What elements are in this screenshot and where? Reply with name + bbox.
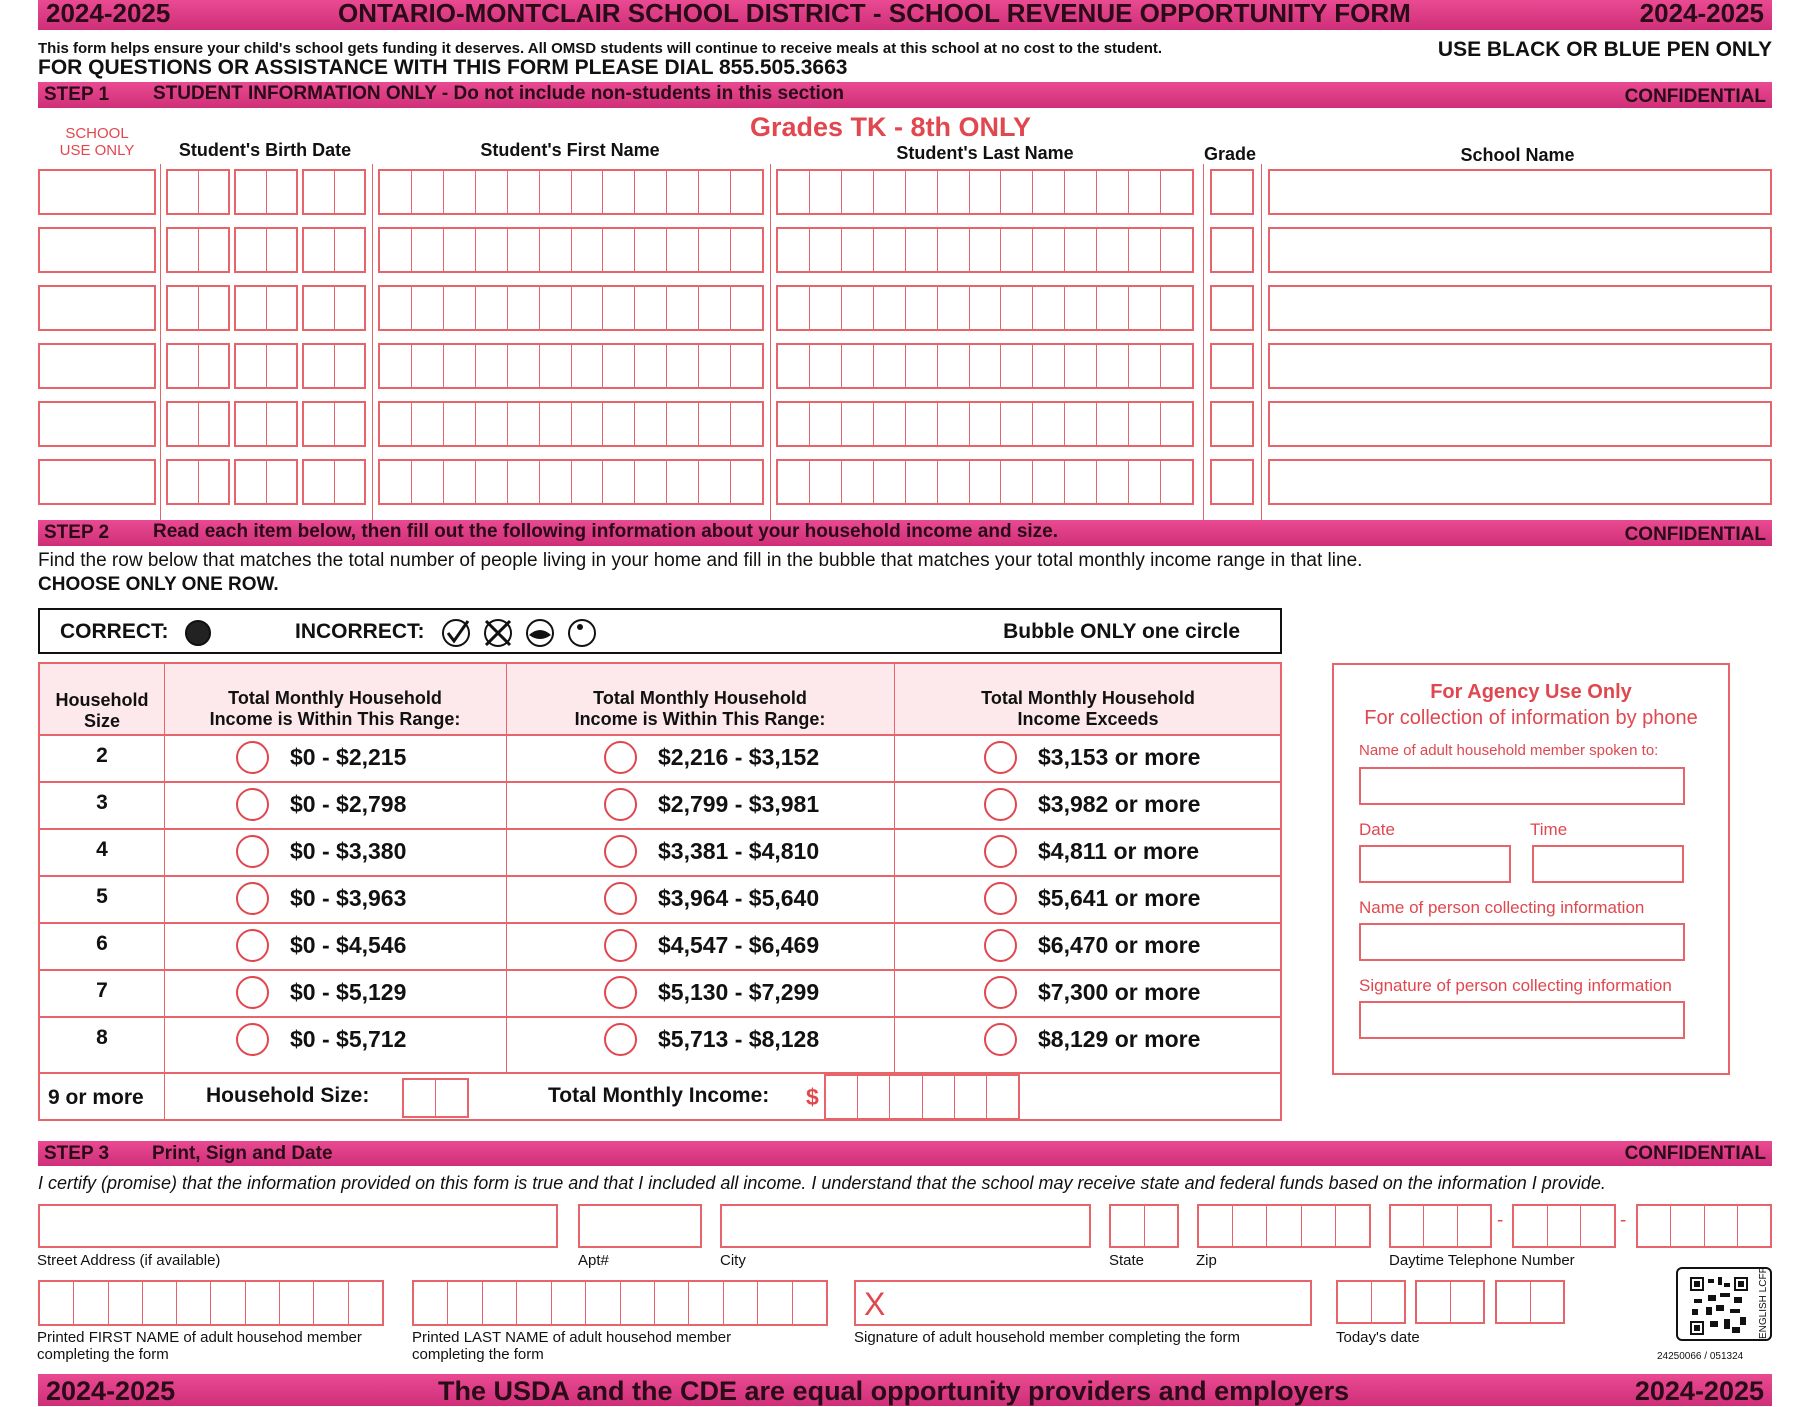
footer-year-right: 2024-2025 bbox=[1634, 1376, 1764, 1406]
grade-field[interactable] bbox=[1210, 401, 1254, 447]
agency-collector-field[interactable] bbox=[1359, 923, 1685, 961]
income-exceeds: $8,129 or more bbox=[1038, 1026, 1201, 1052]
phone-dash: - bbox=[1497, 1210, 1504, 1231]
income-bubble-high[interactable] bbox=[984, 929, 1017, 962]
income-bubble-mid[interactable] bbox=[604, 882, 637, 915]
apt-field[interactable] bbox=[578, 1204, 702, 1248]
school-name-field[interactable] bbox=[1268, 169, 1772, 215]
agency-time-field[interactable] bbox=[1532, 845, 1684, 883]
apt-label: Apt# bbox=[578, 1252, 609, 1269]
todays-date-label: Today's date bbox=[1336, 1329, 1420, 1346]
birth-year-field[interactable] bbox=[302, 285, 366, 331]
col-grade: Grade bbox=[1203, 144, 1257, 164]
col-first-name: Student's First Name bbox=[480, 140, 660, 160]
bubble-only-note: Bubble ONLY one circle bbox=[1003, 620, 1240, 643]
step3-label: STEP 3 bbox=[44, 1143, 110, 1164]
header-band bbox=[38, 0, 1772, 30]
column-divider bbox=[160, 164, 161, 520]
household-size-value: 8 bbox=[96, 1026, 108, 1049]
table-divider bbox=[40, 922, 1280, 924]
phone-dash: - bbox=[1620, 1210, 1627, 1231]
income-bubble-low[interactable] bbox=[236, 741, 269, 774]
income-exceeds: $5,641 or more bbox=[1038, 885, 1201, 911]
income-range-low: $0 - $5,712 bbox=[290, 1026, 407, 1052]
col-exceeds: Total Monthly Household Income Exceeds bbox=[981, 688, 1195, 729]
household-size-value: 4 bbox=[96, 838, 108, 861]
income-bubble-low[interactable] bbox=[236, 788, 269, 821]
filled-bubble-icon bbox=[185, 620, 211, 646]
income-range-mid: $3,381 - $4,810 bbox=[658, 838, 820, 864]
bubble-legend bbox=[38, 608, 1282, 654]
agency-title: For Agency Use Only bbox=[1430, 681, 1632, 703]
date-month-field[interactable] bbox=[1336, 1280, 1406, 1324]
income-range-mid: $5,713 - $8,128 bbox=[658, 1026, 820, 1052]
table-divider bbox=[40, 734, 1280, 736]
table-divider bbox=[40, 1016, 1280, 1018]
step1-confidential: CONFIDENTIAL bbox=[1624, 86, 1766, 107]
student-last-name-field[interactable] bbox=[776, 459, 1194, 505]
birth-year-field[interactable] bbox=[302, 459, 366, 505]
zip-label: Zip bbox=[1196, 1252, 1217, 1269]
form-title: ONTARIO-MONTCLAIR SCHOOL DISTRICT - SCHOOL REVENUE OPPORTUNITY FORM bbox=[338, 0, 1411, 28]
birth-year-field[interactable] bbox=[302, 227, 366, 273]
birth-day-field[interactable] bbox=[234, 227, 298, 273]
agency-collector-label: Name of person collecting information bbox=[1359, 898, 1645, 917]
school-use-field[interactable] bbox=[38, 169, 156, 215]
column-divider bbox=[1261, 164, 1262, 520]
birth-year-field[interactable] bbox=[302, 401, 366, 447]
help-phone: FOR QUESTIONS OR ASSISTANCE WITH THIS FORM PLEASE DIAL 855.505.3663 bbox=[38, 56, 848, 79]
agency-signature-label: Signature of person collecting information bbox=[1359, 976, 1672, 995]
footer-band bbox=[38, 1374, 1772, 1406]
certification-text: I certify (promise) that the information provided on this form is true and that I included all income. I understand that the school may receive state and federal funds based on the information I provide. bbox=[38, 1173, 1606, 1193]
birth-month-field[interactable] bbox=[166, 169, 230, 215]
street-label: Street Address (if available) bbox=[37, 1252, 221, 1269]
birth-day-field[interactable] bbox=[234, 169, 298, 215]
grade-field[interactable] bbox=[1210, 227, 1254, 273]
grade-field[interactable] bbox=[1210, 169, 1254, 215]
table-divider bbox=[40, 969, 1280, 971]
header-year-right: 2024-2025 bbox=[1639, 0, 1764, 28]
signature-x-mark: X bbox=[864, 1286, 886, 1322]
income-bubble-high[interactable] bbox=[984, 741, 1017, 774]
signature-field[interactable] bbox=[854, 1280, 1312, 1326]
agency-date-field[interactable] bbox=[1359, 845, 1511, 883]
column-divider bbox=[770, 164, 771, 520]
street-address-field[interactable] bbox=[38, 1204, 558, 1248]
state-label: State bbox=[1109, 1252, 1145, 1269]
school-use-field[interactable] bbox=[38, 285, 156, 331]
income-range-mid: $2,799 - $3,981 bbox=[658, 791, 820, 817]
step2-title: Read each item below, then fill out the following information about your household income and size. bbox=[153, 521, 1059, 542]
agency-use-box bbox=[1332, 663, 1730, 1075]
table-divider bbox=[40, 828, 1280, 830]
city-label: City bbox=[720, 1252, 746, 1269]
income-range-mid: $3,964 - $5,640 bbox=[658, 885, 820, 911]
intro-text: This form helps ensure your child's school gets funding it deserves. All OMSD students will continue to receive meals at this school at no cost to the student. bbox=[38, 40, 1163, 57]
student-last-name-field[interactable] bbox=[776, 169, 1194, 215]
school-use-field[interactable] bbox=[38, 401, 156, 447]
school-use-field[interactable] bbox=[38, 227, 156, 273]
col-range-mid: Total Monthly Household Income is Within This Range: bbox=[574, 688, 826, 729]
student-last-name-field[interactable] bbox=[776, 401, 1194, 447]
table-divider bbox=[506, 664, 507, 1073]
income-table bbox=[38, 662, 1282, 1121]
date-year-field[interactable] bbox=[1495, 1280, 1565, 1324]
incorrect-marks-icon bbox=[440, 617, 610, 649]
income-bubble-mid[interactable] bbox=[604, 788, 637, 821]
household-size-label: Household Size: bbox=[206, 1084, 370, 1107]
household-size-value: 3 bbox=[96, 791, 108, 814]
income-exceeds: $4,811 or more bbox=[1038, 838, 1200, 864]
step1-band bbox=[38, 82, 1772, 108]
school-name-field[interactable] bbox=[1268, 459, 1772, 505]
pen-note: USE BLACK OR BLUE PEN ONLY bbox=[1437, 38, 1772, 61]
date-day-field[interactable] bbox=[1415, 1280, 1485, 1324]
agency-subtitle: For collection of information by phone bbox=[1364, 707, 1698, 729]
income-bubble-high[interactable] bbox=[984, 788, 1017, 821]
dollar-sign: $ bbox=[806, 1084, 819, 1110]
income-bubble-mid[interactable] bbox=[604, 929, 637, 962]
nine-or-more: 9 or more bbox=[48, 1086, 144, 1109]
monthly-income-label: Total Monthly Income: bbox=[548, 1084, 770, 1107]
monthly-income-input[interactable] bbox=[824, 1074, 1020, 1120]
correct-label: CORRECT: bbox=[60, 620, 169, 643]
birth-month-field[interactable] bbox=[166, 343, 230, 389]
income-exceeds: $3,982 or more bbox=[1038, 791, 1201, 817]
income-range-mid: $5,130 - $7,299 bbox=[658, 979, 820, 1005]
birth-day-field[interactable] bbox=[234, 343, 298, 389]
agency-name-spoken-label: Name of adult household member spoken to: bbox=[1359, 742, 1659, 759]
phone-prefix-field[interactable] bbox=[1512, 1204, 1616, 1248]
income-bubble-high[interactable] bbox=[984, 1023, 1017, 1056]
school-use-field[interactable] bbox=[38, 343, 156, 389]
birth-month-field[interactable] bbox=[166, 459, 230, 505]
income-range-mid: $4,547 - $6,469 bbox=[658, 932, 820, 958]
step2-band bbox=[38, 520, 1772, 546]
language-code: ENGLISH LCFF bbox=[1758, 1267, 1769, 1339]
school-name-field[interactable] bbox=[1268, 227, 1772, 273]
table-divider bbox=[40, 875, 1280, 877]
student-first-name-field[interactable] bbox=[378, 343, 764, 389]
step2-label: STEP 2 bbox=[44, 522, 110, 543]
income-bubble-mid[interactable] bbox=[604, 741, 637, 774]
income-bubble-high[interactable] bbox=[984, 835, 1017, 868]
income-bubble-mid[interactable] bbox=[604, 835, 637, 868]
household-size-value: 6 bbox=[96, 932, 108, 955]
agency-signature-field[interactable] bbox=[1359, 1001, 1685, 1039]
school-use-only: SCHOOL USE ONLY bbox=[59, 125, 135, 159]
form-code: 24250066 / 051324 bbox=[1657, 1351, 1744, 1362]
col-last-name: Student's Last Name bbox=[896, 143, 1074, 163]
agency-date-label: Date bbox=[1359, 820, 1395, 839]
phone-area-field[interactable] bbox=[1389, 1204, 1492, 1248]
signature-label: Signature of adult household member completing the form bbox=[854, 1329, 1241, 1346]
table-divider bbox=[40, 781, 1280, 783]
income-range-low: $0 - $2,215 bbox=[290, 744, 407, 770]
table-divider bbox=[40, 1072, 1280, 1074]
school-name-field[interactable] bbox=[1268, 401, 1772, 447]
phone-line-field[interactable] bbox=[1636, 1204, 1772, 1248]
household-size-input[interactable] bbox=[402, 1078, 469, 1118]
student-first-name-field[interactable] bbox=[378, 169, 764, 215]
birth-day-field[interactable] bbox=[234, 401, 298, 447]
qr-code-frame bbox=[1676, 1267, 1772, 1341]
student-first-name-field[interactable] bbox=[378, 401, 764, 447]
income-bubble-low[interactable] bbox=[236, 929, 269, 962]
income-range-low: $0 - $3,380 bbox=[290, 838, 407, 864]
grades-note: Grades TK - 8th ONLY bbox=[750, 112, 1032, 142]
step2-instruction: Find the row below that matches the total number of people living in your home and fill in the bubble that matches your total monthly income range in that line. bbox=[38, 550, 1363, 571]
equal-opportunity-statement: The USDA and the CDE are equal opportunity providers and employers bbox=[438, 1376, 1350, 1406]
step3-confidential: CONFIDENTIAL bbox=[1624, 1143, 1766, 1164]
birth-year-field[interactable] bbox=[302, 343, 366, 389]
income-range-low: $0 - $2,798 bbox=[290, 791, 407, 817]
footer-year-left: 2024-2025 bbox=[46, 1376, 176, 1406]
grade-field[interactable] bbox=[1210, 459, 1254, 505]
income-bubble-low[interactable] bbox=[236, 835, 269, 868]
student-last-name-field[interactable] bbox=[776, 285, 1194, 331]
first-name-field[interactable] bbox=[38, 1280, 384, 1326]
income-bubble-mid[interactable] bbox=[604, 976, 637, 1009]
incorrect-label: INCORRECT: bbox=[295, 620, 425, 643]
birth-day-field[interactable] bbox=[234, 285, 298, 331]
choose-one-row: CHOOSE ONLY ONE ROW. bbox=[38, 574, 279, 595]
step1-title: STUDENT INFORMATION ONLY - Do not include non-students in this section bbox=[153, 83, 845, 104]
step3-band bbox=[38, 1141, 1772, 1166]
income-bubble-high[interactable] bbox=[984, 882, 1017, 915]
household-size-value: 5 bbox=[96, 885, 108, 908]
agency-name-spoken-field[interactable] bbox=[1359, 767, 1685, 805]
income-range-mid: $2,216 - $3,152 bbox=[658, 744, 820, 770]
state-field[interactable] bbox=[1109, 1204, 1179, 1248]
col-birth-date: Student's Birth Date bbox=[178, 140, 352, 160]
birth-year-field[interactable] bbox=[302, 169, 366, 215]
column-divider bbox=[372, 164, 373, 520]
col-range-low: Total Monthly Household Income is Within This Range: bbox=[209, 688, 461, 729]
city-field[interactable] bbox=[720, 1204, 1091, 1248]
school-name-field[interactable] bbox=[1268, 285, 1772, 331]
student-first-name-field[interactable] bbox=[378, 285, 764, 331]
income-bubble-low[interactable] bbox=[236, 976, 269, 1009]
student-first-name-field[interactable] bbox=[378, 459, 764, 505]
birth-month-field[interactable] bbox=[166, 401, 230, 447]
student-last-name-field[interactable] bbox=[776, 343, 1194, 389]
phone-label: Daytime Telephone Number bbox=[1389, 1252, 1575, 1269]
qr-code-icon bbox=[1690, 1277, 1748, 1335]
last-name-label: Printed LAST NAME of adult househod member completing the form bbox=[412, 1329, 732, 1363]
income-range-low: $0 - $4,546 bbox=[290, 932, 407, 958]
grade-field[interactable] bbox=[1210, 343, 1254, 389]
school-name-field[interactable] bbox=[1268, 343, 1772, 389]
income-range-low: $0 - $5,129 bbox=[290, 979, 407, 1005]
income-bubble-high[interactable] bbox=[984, 976, 1017, 1009]
student-first-name-field[interactable] bbox=[378, 227, 764, 273]
step3-title: Print, Sign and Date bbox=[152, 1143, 333, 1164]
table-divider bbox=[894, 664, 895, 1073]
income-exceeds: $7,300 or more bbox=[1038, 979, 1201, 1005]
grade-field[interactable] bbox=[1210, 285, 1254, 331]
income-exceeds: $6,470 or more bbox=[1038, 932, 1201, 958]
birth-month-field[interactable] bbox=[166, 227, 230, 273]
table-divider bbox=[164, 664, 165, 1119]
income-bubble-mid[interactable] bbox=[604, 1023, 637, 1056]
student-last-name-field[interactable] bbox=[776, 227, 1194, 273]
birth-day-field[interactable] bbox=[234, 459, 298, 505]
column-divider bbox=[1203, 164, 1204, 520]
income-range-low: $0 - $3,963 bbox=[290, 885, 407, 911]
header-year-left: 2024-2025 bbox=[46, 0, 171, 28]
zip-field[interactable] bbox=[1197, 1204, 1371, 1248]
birth-month-field[interactable] bbox=[166, 285, 230, 331]
income-bubble-low[interactable] bbox=[236, 882, 269, 915]
income-bubble-low[interactable] bbox=[236, 1023, 269, 1056]
last-name-field[interactable] bbox=[412, 1280, 828, 1326]
household-size-value: 7 bbox=[96, 979, 108, 1002]
col-school-name: School Name bbox=[1460, 145, 1575, 165]
step1-label: STEP 1 bbox=[44, 84, 110, 105]
step2-confidential: CONFIDENTIAL bbox=[1624, 524, 1766, 545]
income-exceeds: $3,153 or more bbox=[1038, 744, 1201, 770]
first-name-label: Printed FIRST NAME of adult househod member completing the form bbox=[37, 1329, 362, 1363]
school-use-field[interactable] bbox=[38, 459, 156, 505]
household-size-value: 2 bbox=[96, 744, 108, 767]
col-household-size: Household Size bbox=[55, 690, 149, 731]
agency-time-label: Time bbox=[1530, 820, 1568, 839]
